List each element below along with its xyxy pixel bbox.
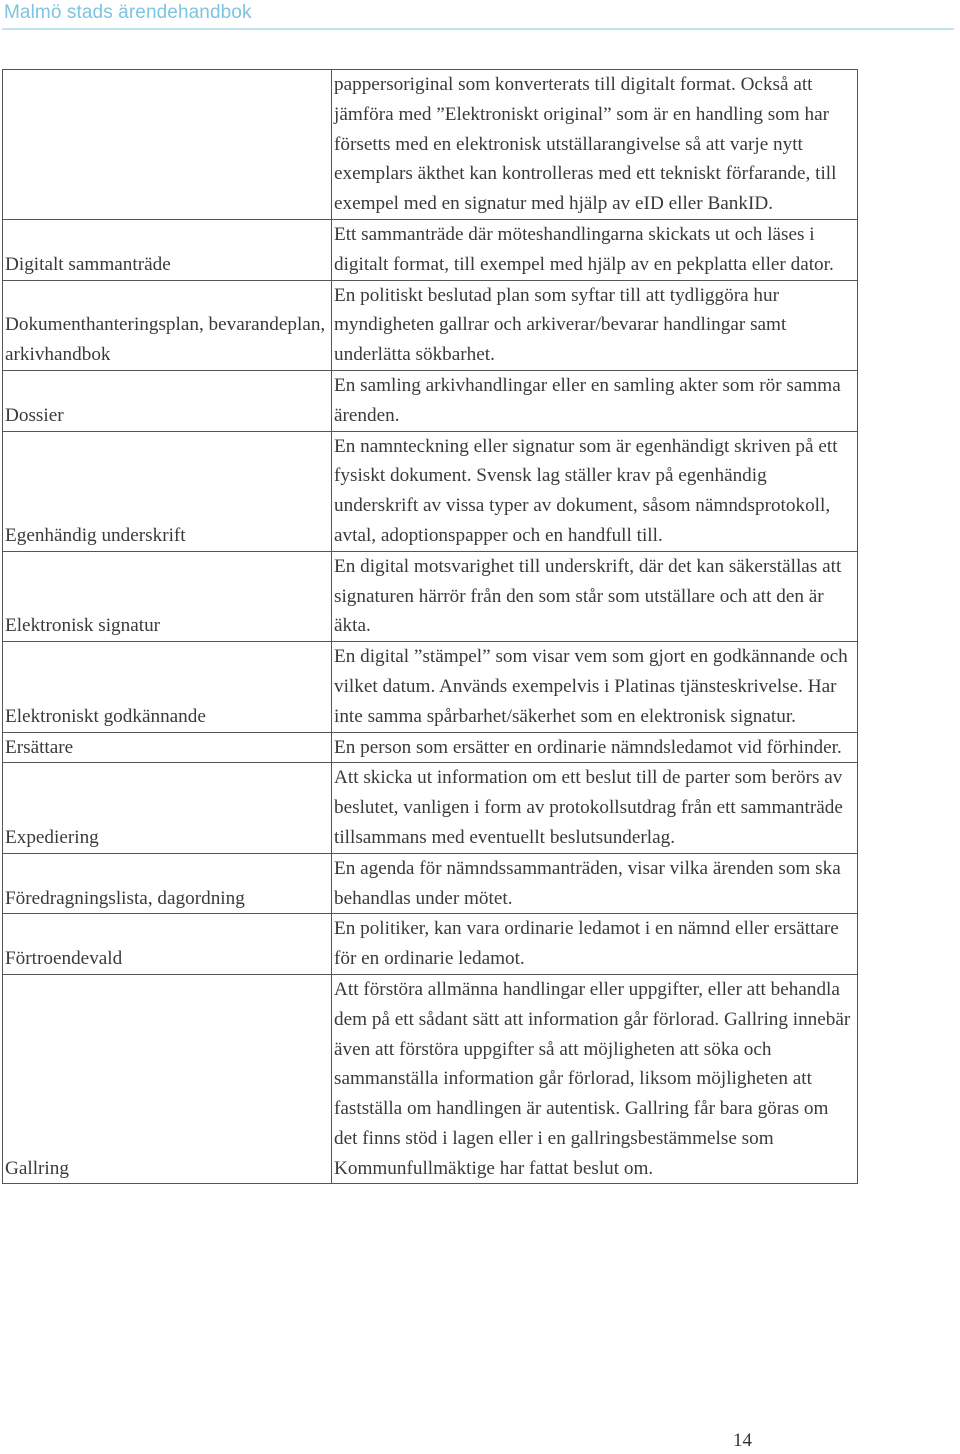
definition-cell: En politiker, kan vara ordinarie ledamot i en nämnd eller ersättare för en ordinarie ledamot.	[332, 914, 858, 975]
definition-cell: Att skicka ut information om ett beslut till de parter som berörs av beslutet, vanligen i form av protokollsutdrag från ett sammanträde tillsammans med eventuellt beslutsunderlag.	[332, 763, 858, 853]
definition-cell: En agenda för nämndssammanträden, visar vilka ärenden som ska behandlas under mötet.	[332, 853, 858, 914]
table-row	[3, 431, 858, 551]
definition-cell: pappersoriginal som konverterats till digitalt format. Också att jämföra med ”Elektroniskt original” som är en handling som har försetts med en elektronisk utställarangivelse så att varje nytt exemplars äkthet kan kontrolleras med ett tekniskt förfarande, till exempel med en signatur med hjälp av eID eller BankID.	[332, 70, 858, 220]
term-cell: Gallring	[3, 974, 332, 1184]
table-row	[3, 763, 858, 853]
term-cell: Elektronisk signatur	[3, 551, 332, 641]
document-header-title: Malmö stads ärendehandbok	[4, 2, 252, 23]
glossary-table	[2, 69, 858, 1184]
definition-cell: Ett sammanträde där möteshandlingarna skickats ut och läses i digitalt format, till exempel med hjälp av en pekplatta eller dator.	[332, 219, 858, 280]
table-row	[3, 370, 858, 431]
term-cell: Elektroniskt godkännande	[3, 642, 332, 732]
definition-cell: En samling arkivhandlingar eller en samling akter som rör samma ärenden.	[332, 370, 858, 431]
definition-cell: En politiskt beslutad plan som syftar till att tydliggöra hur myndigheten gallrar och arkiverar/bevarar handlingar samt underlätta sökbarhet.	[332, 280, 858, 370]
term-cell: Egenhändig underskrift	[3, 431, 332, 551]
definition-cell: Att förstöra allmänna handlingar eller uppgifter, eller att behandla dem på ett sådant sätt att information går förlorad. Gallring innebär även att förstöra uppgifter så att möjligheten att söka och sammanställa information går förlorad, liksom möjligheten att fastställa om handlingen är autentisk. Gallring får bara göras om det finns stöd i lagen eller i en gallringsbestämmelse som Kommunfullmäktige har fattat beslut om.	[332, 974, 858, 1184]
term-cell: Digitalt sammanträde	[3, 219, 332, 280]
definition-cell: En digital motsvarighet till underskrift, där det kan säkerställas att signaturen härrör från den som står som utställare och att den är äkta.	[332, 551, 858, 641]
header-divider	[2, 28, 954, 30]
table-row	[3, 280, 858, 370]
table-row	[3, 70, 858, 220]
definition-cell: En person som ersätter en ordinarie nämndsledamot vid förhinder.	[332, 732, 858, 763]
term-cell	[3, 70, 332, 220]
term-cell: Föredragningslista, dagordning	[3, 853, 332, 914]
term-cell: Dokumenthanteringsplan, bevarandeplan, arkivhandbok	[3, 280, 332, 370]
table-row	[3, 853, 858, 914]
table-row	[3, 219, 858, 280]
table-row	[3, 642, 858, 732]
table-row	[3, 914, 858, 975]
definition-cell: En digital ”stämpel” som visar vem som gjort en godkännande och vilket datum. Används exempelvis i Platinas tjänsteskrivelse. Har inte samma spårbarhet/säkerhet som en elektronisk signatur.	[332, 642, 858, 732]
term-cell: Förtroendevald	[3, 914, 332, 975]
table-row	[3, 551, 858, 641]
term-cell: Ersättare	[3, 732, 332, 763]
term-cell: Dossier	[3, 370, 332, 431]
page-number: 14	[733, 1430, 752, 1451]
table-row	[3, 974, 858, 1184]
table-row	[3, 732, 858, 763]
term-cell: Expediering	[3, 763, 332, 853]
definition-cell: En namnteckning eller signatur som är egenhändigt skriven på ett fysiskt dokument. Svensk lag ställer krav på egenhändig underskrift av vissa typer av dokument, såsom nämndsprotokoll, avtal, adoptionspapper och en handfull till.	[332, 431, 858, 551]
